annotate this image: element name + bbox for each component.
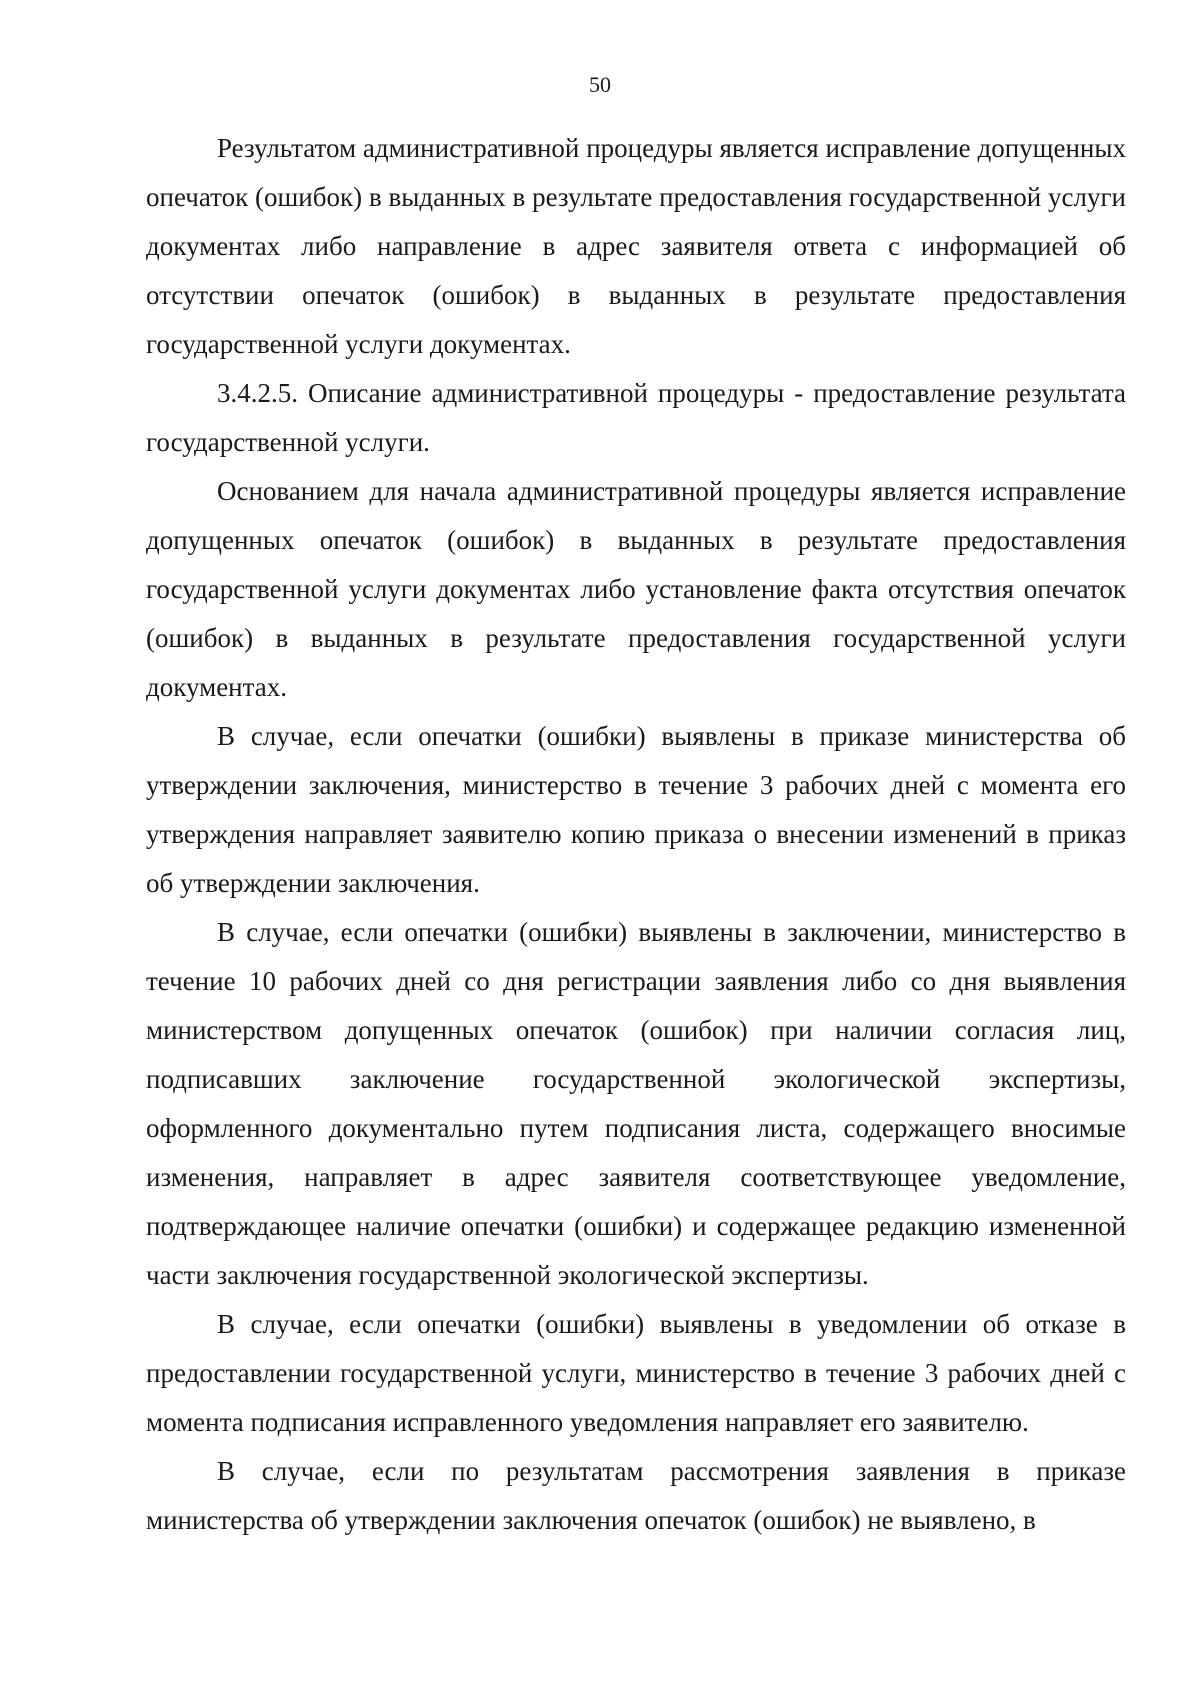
paragraph-section-3-4-2-5: 3.4.2.5. Описание административной процедуры - предоставление результата государственной услуги. (146, 378, 1126, 457)
paragraph-conclusion-errors: В случае, если опечатки (ошибки) выявлены в заключении, министерство в течение 10 рабочих дней со дня регистрации заявления либо со дня выявления министерством допущенных опечаток (ошибок) при наличии согласия лиц, подписавших заключение государственной экологической экспертизы, оформленного документально путем подписания листа, содержащего вносимые изменения, направляет в адрес заявителя соответствующее уведомление, подтверждающее наличие опечатки (ошибки) и содержащее редакцию измененной части заключения государственной экологической экспертизы. (146, 917, 1126, 1290)
paragraph-result: Результатом административной процедуры является исправление допущенных опечаток (ошибок) в выданных в результате предоставления государственной услуги документах либо направление в адрес заявителя ответа с информацией об отсутствии опечаток (ошибок) в выданных в результате предоставления государственной услуги документах. (146, 133, 1126, 359)
paragraph-order-errors: В случае, если опечатки (ошибки) выявлены в приказе министерства об утверждении заключения, министерство в течение 3 рабочих дней с момента его утверждения направляет заявителю копию приказа о внесении изменений в приказ об утверждении заключения. (146, 721, 1126, 898)
page-number: 50 (589, 72, 611, 97)
document-body (146, 124, 1126, 1545)
paragraph-no-errors: В случае, если по результатам рассмотрения заявления в приказе министерства об утверждении заключения опечаток (ошибок) не выявлено, в (146, 1456, 1126, 1535)
paragraph-refusal-notice-errors: В случае, если опечатки (ошибки) выявлены в уведомлении об отказе в предоставлении государственной услуги, министерство в течение 3 рабочих дней с момента подписания исправленного уведомления направляет его заявителю. (146, 1309, 1126, 1437)
paragraph-basis: Основанием для начала административной процедуры является исправление допущенных опечаток (ошибок) в выданных в результате предоставления государственной услуги документах либо установление факта отсутствия опечаток (ошибок) в выданных в результате предоставления государственной услуги документах. (146, 476, 1126, 702)
